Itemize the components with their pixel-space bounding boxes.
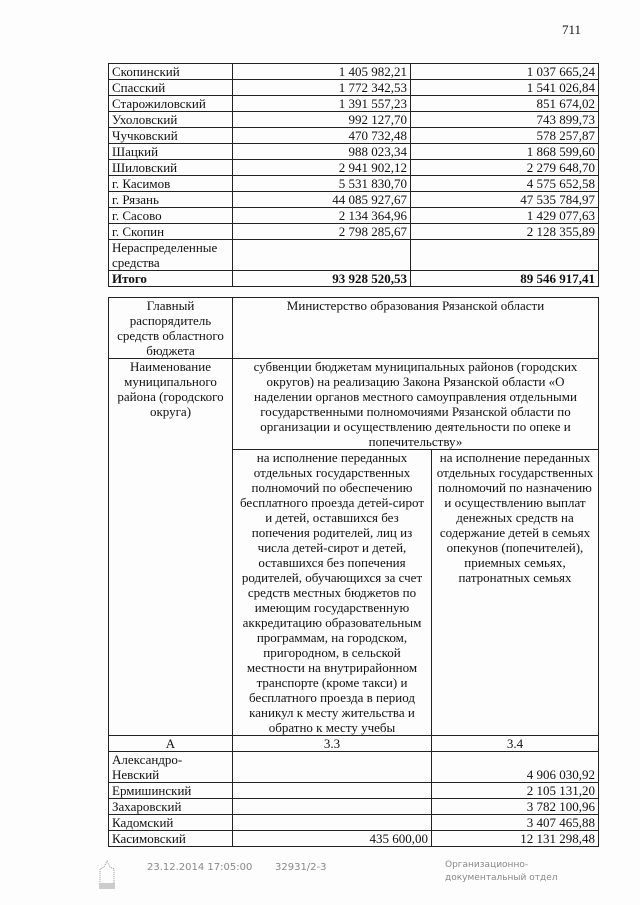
district-cell: Спасский — [109, 80, 233, 96]
value-cell: 1 868 599,60 — [411, 144, 599, 160]
footer-doc-id: 32931/2-3 — [275, 862, 327, 873]
num-3-3: 3.3 — [233, 736, 432, 752]
district-cell: Скопинский — [109, 64, 233, 80]
value-cell: 2 105 131,20 — [432, 783, 599, 799]
value-cell: 47 535 784,97 — [411, 192, 599, 208]
district-cell: Кадомский — [109, 815, 233, 831]
footer-datetime: 23.12.2014 17:05:00 — [147, 862, 253, 873]
district-cell: Ермишинский — [109, 783, 233, 799]
district-cell: Ухоловский — [109, 112, 233, 128]
district-cell: Старожиловский — [109, 96, 233, 112]
header-ministry: Министерство образования Рязанской области — [233, 298, 599, 359]
value-cell — [233, 815, 432, 831]
table-row — [109, 128, 599, 144]
value-cell: 12 131 298,48 — [432, 831, 599, 847]
table-row — [109, 144, 599, 160]
header-col-3-3: на исполнение переданных отдельных государственных полномочий по обеспечению бесплатного проезда детей-сирот и детей, оставшихся без попечения родителей, лиц из числа детей-сирот и детей, оставшихся без попечения родителей, обучающихся за счет средств местных бюджетов по имеющим государственную аккредитацию образовательным программам, на городском, пригородном, в сельской местности на внутрирайонном транспорте (кроме такси) и бесплатного проезда в период каникул к месту жительства и обратно к месту учебы — [233, 450, 432, 736]
table-row — [109, 80, 599, 96]
table-row — [109, 192, 599, 208]
district-cell: г. Касимов — [109, 176, 233, 192]
value-cell: 93 928 520,53 — [233, 271, 411, 287]
emblem-icon — [96, 859, 118, 891]
value-cell: 44 085 927,67 — [233, 192, 411, 208]
district-cell: Чучковский — [109, 128, 233, 144]
value-cell: 743 899,73 — [411, 112, 599, 128]
district-cell: Шиловский — [109, 160, 233, 176]
document-body — [108, 0, 598, 899]
table-row — [109, 208, 599, 224]
value-cell — [233, 240, 411, 271]
table-row — [109, 815, 599, 831]
table-row — [109, 224, 599, 240]
value-cell — [233, 783, 432, 799]
value-cell: 1 405 982,21 — [233, 64, 411, 80]
district-cell: Нераспределенные средства — [109, 240, 233, 271]
footer-department: Организационно-документальный отдел — [445, 860, 558, 883]
value-cell: 992 127,70 — [233, 112, 411, 128]
district-cell: Шацкий — [109, 144, 233, 160]
table-row — [109, 160, 599, 176]
value-cell: 3 407 465,88 — [432, 815, 599, 831]
value-cell: 2 279 648,70 — [411, 160, 599, 176]
num-3-4: 3.4 — [432, 736, 599, 752]
value-cell: 89 546 917,41 — [411, 271, 599, 287]
table-row — [109, 176, 599, 192]
district-cell: Захаровский — [109, 799, 233, 815]
district-cell: г. Рязань — [109, 192, 233, 208]
value-cell: 988 023,34 — [233, 144, 411, 160]
value-cell: 2 128 355,89 — [411, 224, 599, 240]
footer — [96, 859, 616, 899]
district-cell: Итого — [109, 271, 233, 287]
header-main-label: Главный распорядитель средств областного бюджета — [109, 298, 233, 359]
table-row — [109, 799, 599, 815]
budget-table-1 — [108, 63, 599, 287]
table-row — [109, 240, 599, 271]
header-district-label: Наименование муниципального района (городского округа) — [109, 359, 233, 736]
district-cell: г. Сасово — [109, 208, 233, 224]
value-cell: 435 600,00 — [233, 831, 432, 847]
value-cell — [233, 752, 432, 783]
value-cell — [411, 240, 599, 271]
value-cell: 1 772 342,53 — [233, 80, 411, 96]
value-cell: 2 798 285,67 — [233, 224, 411, 240]
district-cell: Александро-Невский — [109, 752, 233, 783]
table-row — [109, 112, 599, 128]
value-cell: 578 257,87 — [411, 128, 599, 144]
value-cell: 1 391 557,23 — [233, 96, 411, 112]
table-row — [109, 64, 599, 80]
value-cell: 851 674,02 — [411, 96, 599, 112]
district-cell: Касимовский — [109, 831, 233, 847]
value-cell: 5 531 830,70 — [233, 176, 411, 192]
page-number: 711 — [562, 22, 582, 37]
num-a: А — [109, 736, 233, 752]
table-row — [109, 831, 599, 847]
district-cell: г. Скопин — [109, 224, 233, 240]
table-row — [109, 783, 599, 799]
value-cell: 1 429 077,63 — [411, 208, 599, 224]
header-subvention: субвенции бюджетам муниципальных районов (городских округов) на реализацию Закона Рязанской области «О наделении органов местного самоуправления отдельными государственными полномочиями Рязанской области по организации и осуществлению деятельности по опеке и попечительству» — [233, 359, 599, 450]
value-cell: 1 037 665,24 — [411, 64, 599, 80]
value-cell: 1 541 026,84 — [411, 80, 599, 96]
value-cell: 2 134 364,96 — [233, 208, 411, 224]
value-cell: 2 941 902,12 — [233, 160, 411, 176]
table-row — [109, 752, 599, 783]
value-cell: 4 906 030,92 — [432, 752, 599, 783]
table-row — [109, 96, 599, 112]
value-cell: 3 782 100,96 — [432, 799, 599, 815]
header-col-3-4: на исполнение переданных отдельных государственных полномочий по назначению и осуществлению выплат денежных средств на содержание детей в семьях опекунов (попечителей), приемных семьях, патронатных семьях — [432, 450, 599, 736]
value-cell: 4 575 652,58 — [411, 176, 599, 192]
budget-table-2 — [108, 297, 599, 847]
table-row — [109, 271, 599, 287]
value-cell — [233, 799, 432, 815]
value-cell: 470 732,48 — [233, 128, 411, 144]
